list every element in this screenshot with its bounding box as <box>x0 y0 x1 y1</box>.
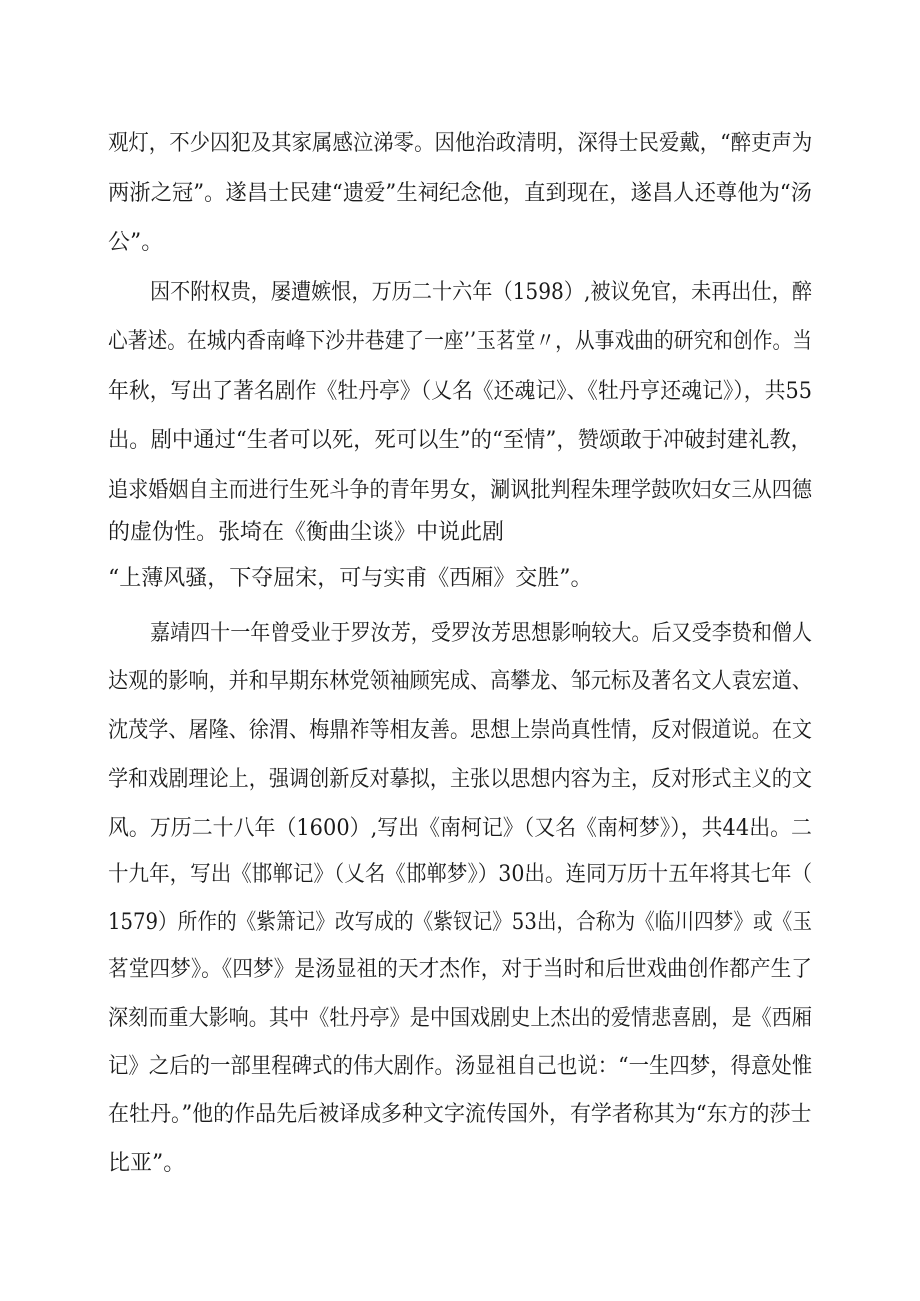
text-line: 比亚”。 <box>108 1151 186 1176</box>
text-line: 观灯，不少囚犯及其家属感泣涕零。因他治政清明，深得士民爱戴，“醉吏声为 <box>108 131 813 156</box>
quote-line: “上薄风骚，下夺屈宋，可与实甫《西厢》交胜”。 <box>108 566 593 591</box>
text-line: 心著述。在城内香南峰下沙井巷建了一座’’玉茗堂〃，从事戏曲的研究和创作。当 <box>108 329 812 354</box>
text-line: 公”。 <box>108 230 164 255</box>
text-line: 年秋，写出了著名剧作《牡丹亭》（乂名《还魂记》、《牡丹亨还魂记》），共55 <box>108 379 812 404</box>
text-line: 学和戏剧理论上，强调创新反对摹拟，主张以思想内容为主，反对形式主义的文 <box>108 767 813 792</box>
text-line: 在牡丹。”他的作品先后被译成多种文字流传国外，有学者称其为“东方的莎士 <box>108 1102 812 1127</box>
text-line: 1579）所作的《紫箫记》改写成的《紫钗记》53出，合称为《临川四梦》或《玉 <box>108 910 812 935</box>
text-line: 的虚伪性。张埼在《衡曲尘谈》中说此剧 <box>108 520 505 545</box>
text-line: 追求婚姻自主而进行生死斗争的青年男女，涮讽批判程朱理学鼓吹妇女三从四德 <box>108 478 813 503</box>
text-line: 达观的影响，并和早期东林党领袖顾宪成、高攀龙、邹元标及著名文人袁宏道、 <box>108 669 813 694</box>
text-line: 记》之后的一部里程碑式的伟大剧作。汤显祖自己也说：“一生四梦，得意处惟 <box>108 1054 813 1079</box>
text-line: 十九年，写出《邯郸记》（乂名《邯郸梦》）30出。连同万历十五年将其七年（ <box>108 862 812 887</box>
text-line: 两浙之冠”。遂昌士民建“遗爱”生祠纪念他，直到现在，遂昌人还尊他为“汤 <box>108 181 812 206</box>
text-line: 出。剧中通过“生者可以死，死可以生”的“至情”，赞颂敢于冲破封建礼教， <box>108 428 812 453</box>
text-line: 沈茂学、屠隆、徐渭、梅鼎祚等相友善。思想上崇尚真性情，反对假道说。在文 <box>108 718 813 743</box>
text-line: 风。万历二十八年（1600）,写出《南柯记》（又名《南柯梦》），共44出。二 <box>108 816 812 841</box>
paragraph-first-line: 嘉靖四十一年曾受业于罗汝芳，受罗汝芳思想影响较大。后又受李贽和僧人 <box>150 621 813 646</box>
paragraph-first-line: 因不附权贵，屡遭嫉恨，万历二十六年（1598）,被议免官，未再出仕，醉 <box>150 280 812 305</box>
text-line: 深刻而重大影响。其中《牡丹亭》是中国戏剧史上杰出的爱情悲喜剧，是《西厢 <box>108 1006 813 1031</box>
text-line: 茗堂四梦》。《四梦》是汤显祖的天才杰作，对于当时和后世戏曲创作都产生了 <box>108 957 813 982</box>
